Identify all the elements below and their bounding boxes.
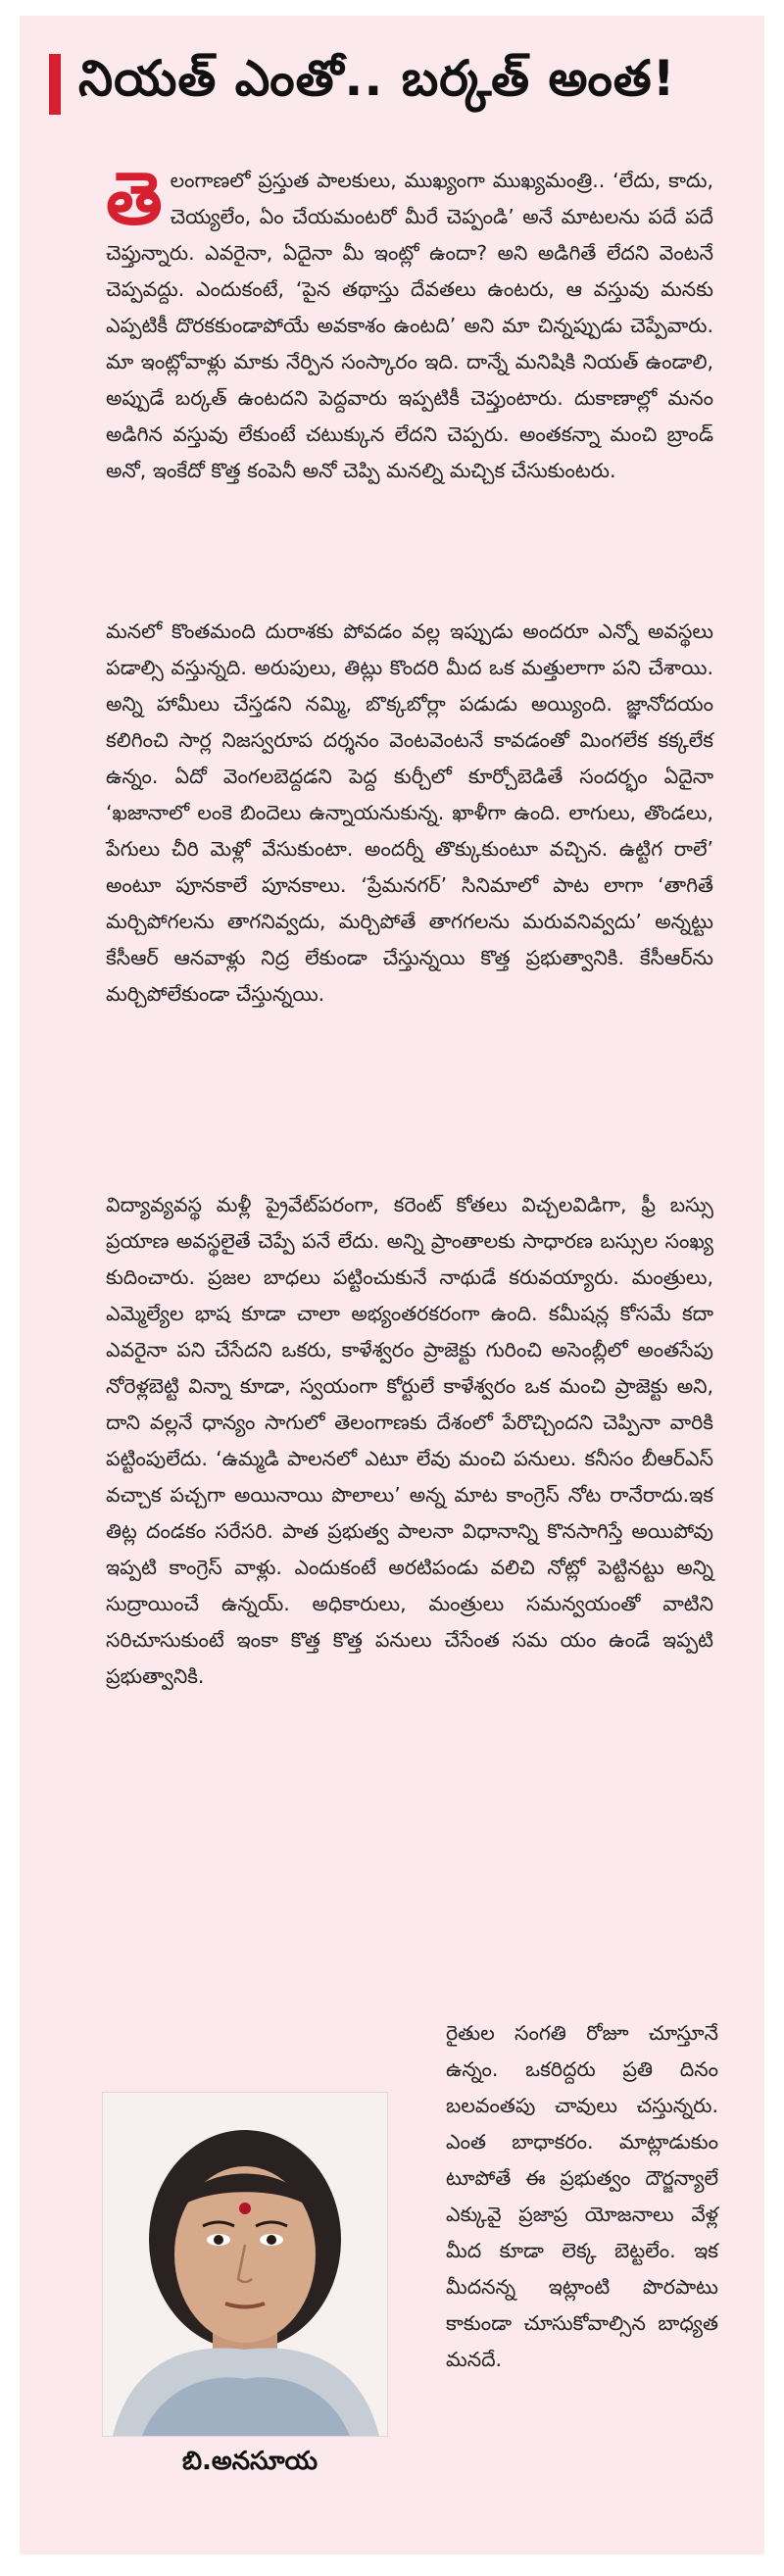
headline <box>49 45 745 124</box>
paragraph-4: రైతుల సంగతి రోజూ చూస్తూనే ఉన్నం. ఒకరిద్దరు ప్రతి దినం బలవంతపు చావులు చస్తున్నరు. ఎంత బాధాకరం. మాట్లాడుకుం టూపోతే ఈ ప్రభుత్వం దౌర్జన్యాలే ఎక్కువై ప్రజాప్ర యోజనాలు వేళ్ల మీద కూడా లెక్క బెట్టలేం. ఇక మీదనన్న ఇట్లాంటి పొరపాటు కాకుండా చూసుకోవాల్సిన బాధ్యత మనదే. <box>446 2021 718 2371</box>
paragraph-1 <box>106 157 713 489</box>
author-byline: బి.అనసూయ <box>181 2447 318 2476</box>
author-photo <box>102 2092 388 2437</box>
paragraph-2: మనలో కొంతమంది దురాశకు పోవడం వల్ల ఇప్పుడు అందరూ ఎన్నో అవస్థలు పడాల్సి వస్తున్నది. అరుపులు, తిట్లు కొందరి మీద ఒక మత్తులాగా పని చేశాయి. అన్ని హామీలు చేస్తడని నమ్మి, బొక్కబోర్లా పడుడు అయ్యింది. జ్ఞానోదయం కలిగించి సార్ల నిజస్వరూప దర్శనం వెంటవెంటనే కావడంతో మింగలేక కక్కలేక ఉన్నం. ఏదో వెంగలబెద్దడని పెద్ద కుర్చీలో కూర్చోబెడితే సందర్భం ఏదైనా ‘ఖజానాలో లంకె బిందెలు ఉన్నాయనుకున్న. ఖాళీగా ఉంది. లాగులు, తొండలు, పేగులు చీరి మెళ్లో వేసుకుంటా. అందర్నీ తొక్కుకుంటూ వచ్చిన. ఉట్టిగ రాలే’ అంటూ పూనకాలే పూనకాలు. ‘ప్రేమనగర్’ సినిమాలో పాట లాగా ‘తాగితే మర్చిపోగలను తాగనివ్వదు, మర్చిపోతే తాగగలను మరువనివ్వదు’ అన్నట్టు కేసీఆర్ ఆనవాళ్లు నిద్ర లేకుండా చేస్తున్నయి కొత్త ప్రభుత్వానికి. కేసీఆర్‌ను మర్చిపోలేకుండా చేస్తున్నయి. <box>106 619 713 1006</box>
paragraph-1-text: లంగాణలో ప్రస్తుత పాలకులు, ముఖ్యంగా ముఖ్యమంత్రి.. ‘లేదు, కాదు, చెయ్యలేం, ఏం చేయమంటరో మీరే చెప్పండి’ అనే మాటలను పదే పదే చెప్తున్నారు. ఎవరైనా, ఏదైనా మీ ఇంట్లో ఉందా? అని అడిగితే లేదని వెంటనే చెప్పవద్దు. ఎందుకంటే, ‘పైన తథాస్తు దేవతలు ఉంటరు, ఆ వస్తువు మనకు ఎప్పటికీ దొరకకుండాపోయే అవకాశం ఉంటది’ అని మా చిన్నప్పుడు చెప్పేవారు. మా ఇంట్లోవాళ్లు మాకు నేర్పిన సంస్కారం ఇది. దాన్నే మనిషికి నియత్ ఉండాలి, అప్పుడే బర్కత్ ఉంటదని పెద్దవారు ఇప్పటికీ చెప్తుంటారు. దుకాణాల్లో మనం అడిగిన వస్తువు లేకుంటే చటుక్కున లేదని చెప్పరు. అంతకన్నా మంచి బ్రాండ్ అనో, ఇంకేదో కొత్త కంపెనీ అనో చెప్పి మనల్ని మచ్చిక చేసుకుంటరు. <box>106 169 713 482</box>
article-title: నియత్ ఎంతో.. బర్కత్ అంత! <box>78 49 676 107</box>
paragraph-3: విద్యావ్యవస్థ మళ్లీ ప్రైవేట్‌పరంగా, కరెంట్ కోతలు విచ్చలవిడిగా, ఫ్రీ బస్సు ప్రయాణ అవస్థలైతే చెప్పే పనే లేదు. అన్ని ప్రాంతాలకు సాధారణ బస్సుల సంఖ్య కుదించారు. ప్రజల బాధలు పట్టించుకునే నాథుడే కరువయ్యారు. మంత్రులు, ఎమ్మెల్యేల భాష కూడా చాలా అభ్యంతరకరంగా ఉంది. కమీషన్ల కోసమే కదా ఎవరైనా పని చేసేదని ఒకరు, కాళేశ్వరం ప్రాజెక్టు గురించి అసెంబ్లీలో అంతసేపు నోరెళ్లబెట్టి విన్నా కూడా, స్వయంగా కోర్టులే కాళేశ్వరం ఒక మంచి ప్రాజెక్టు అని, దాని వల్లనే ధాన్యం సాగులో తెలంగాణకు దేశంలో పేరొచ్చిందని చెప్పినా వారికి పట్టింపులేదు. ‘ఉమ్మడి పాలనలో ఎటూ లేవు మంచి పనులు. కనీసం బీఆర్ఎస్ వచ్చాక పచ్చగా అయినాయి పొలాలు’ అన్న మాట కాంగ్రెస్ నోట రానేరాదు.ఇక తిట్ల దండకం సరేసరి. పాత ప్రభుత్వ పాలనా విధానాన్ని కొనసాగిస్తే అయిపోవు ఇప్పటి కాంగ్రెస్ వాళ్లు. ఎందుకంటే అరటిపండు వలిచి నోట్లో పెట్టినట్టు అన్ని సుద్రాయించే ఉన్నయ్. అధికారులు, మంత్రులు సమన్వయంతో వాటిని సరిచూసుకుంటే ఇంకా కొత్త కొత్త పనులు చేసేంత సమ యం ఉండే ఇప్పటి ప్రభుత్వానికి. <box>106 1193 713 1688</box>
headline-accent-bar <box>49 54 61 115</box>
article-page <box>20 16 764 2554</box>
author-portrait-image <box>103 2093 387 2436</box>
drop-cap: తె <box>106 157 163 241</box>
